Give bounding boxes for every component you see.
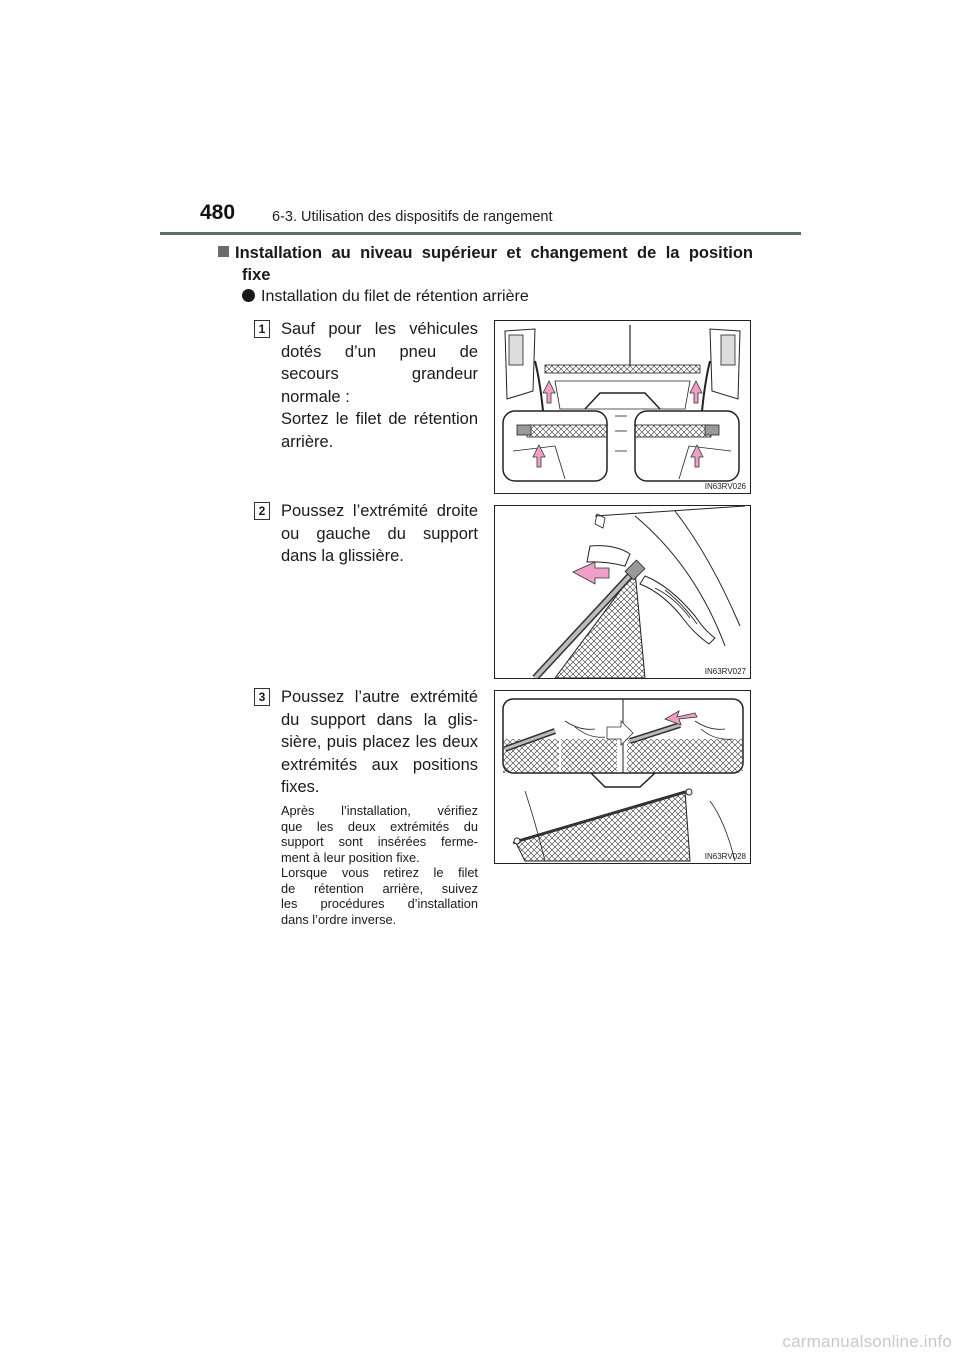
step-number-2: 2	[254, 502, 270, 520]
illustration-step-1	[494, 320, 751, 494]
watermark: carmanualsonline.info	[782, 1332, 952, 1351]
image-code: IN63RV026	[704, 482, 746, 491]
step-3-text: Poussez l’autre extrémité du support dans la glis- sière, puis placez les deux extrémités aux positions fixes.	[281, 688, 478, 797]
step-number-3: 3	[254, 688, 270, 706]
image-code: IN63RV027	[704, 667, 746, 676]
illustration-step-3	[494, 690, 751, 864]
bullet-text: Installation du filet de rétention arrière	[261, 288, 529, 305]
step-1-text: Sauf pour les véhicules dotés d’un pneu de secours grandeur normale : Sortez le filet de rétention arrière.	[281, 320, 478, 451]
step-number-1: 1	[254, 320, 270, 338]
page-number: 480	[200, 201, 236, 224]
illustration-step-2	[494, 505, 751, 679]
section-title: 6-3. Utilisation des dispositifs de rangement	[272, 209, 553, 225]
fixed-position-illustration	[495, 691, 750, 863]
image-code: IN63RV028	[704, 852, 746, 861]
page-header	[200, 201, 800, 233]
header-rule	[160, 232, 801, 235]
trunk-rear-view-illustration	[495, 321, 750, 493]
square-bullet-icon	[218, 246, 229, 257]
round-bullet-icon	[242, 289, 255, 302]
step-2-text: Poussez l’extrémité droite ou gauche du support dans la glissière.	[281, 502, 478, 566]
bullet-item	[242, 288, 529, 306]
step-3-note: Après l’installation, vérifiez que les deux extrémités du support sont insérées ferme- ment à leur position fixe. Lorsque vous retirez le filet de rétention arrière, suivez les procédures d’installation dans l’ordre inverse.	[281, 803, 478, 927]
subsection-heading: Installation au niveau supérieur et changement de la position fixe	[218, 242, 753, 286]
rail-insertion-illustration	[495, 506, 750, 678]
